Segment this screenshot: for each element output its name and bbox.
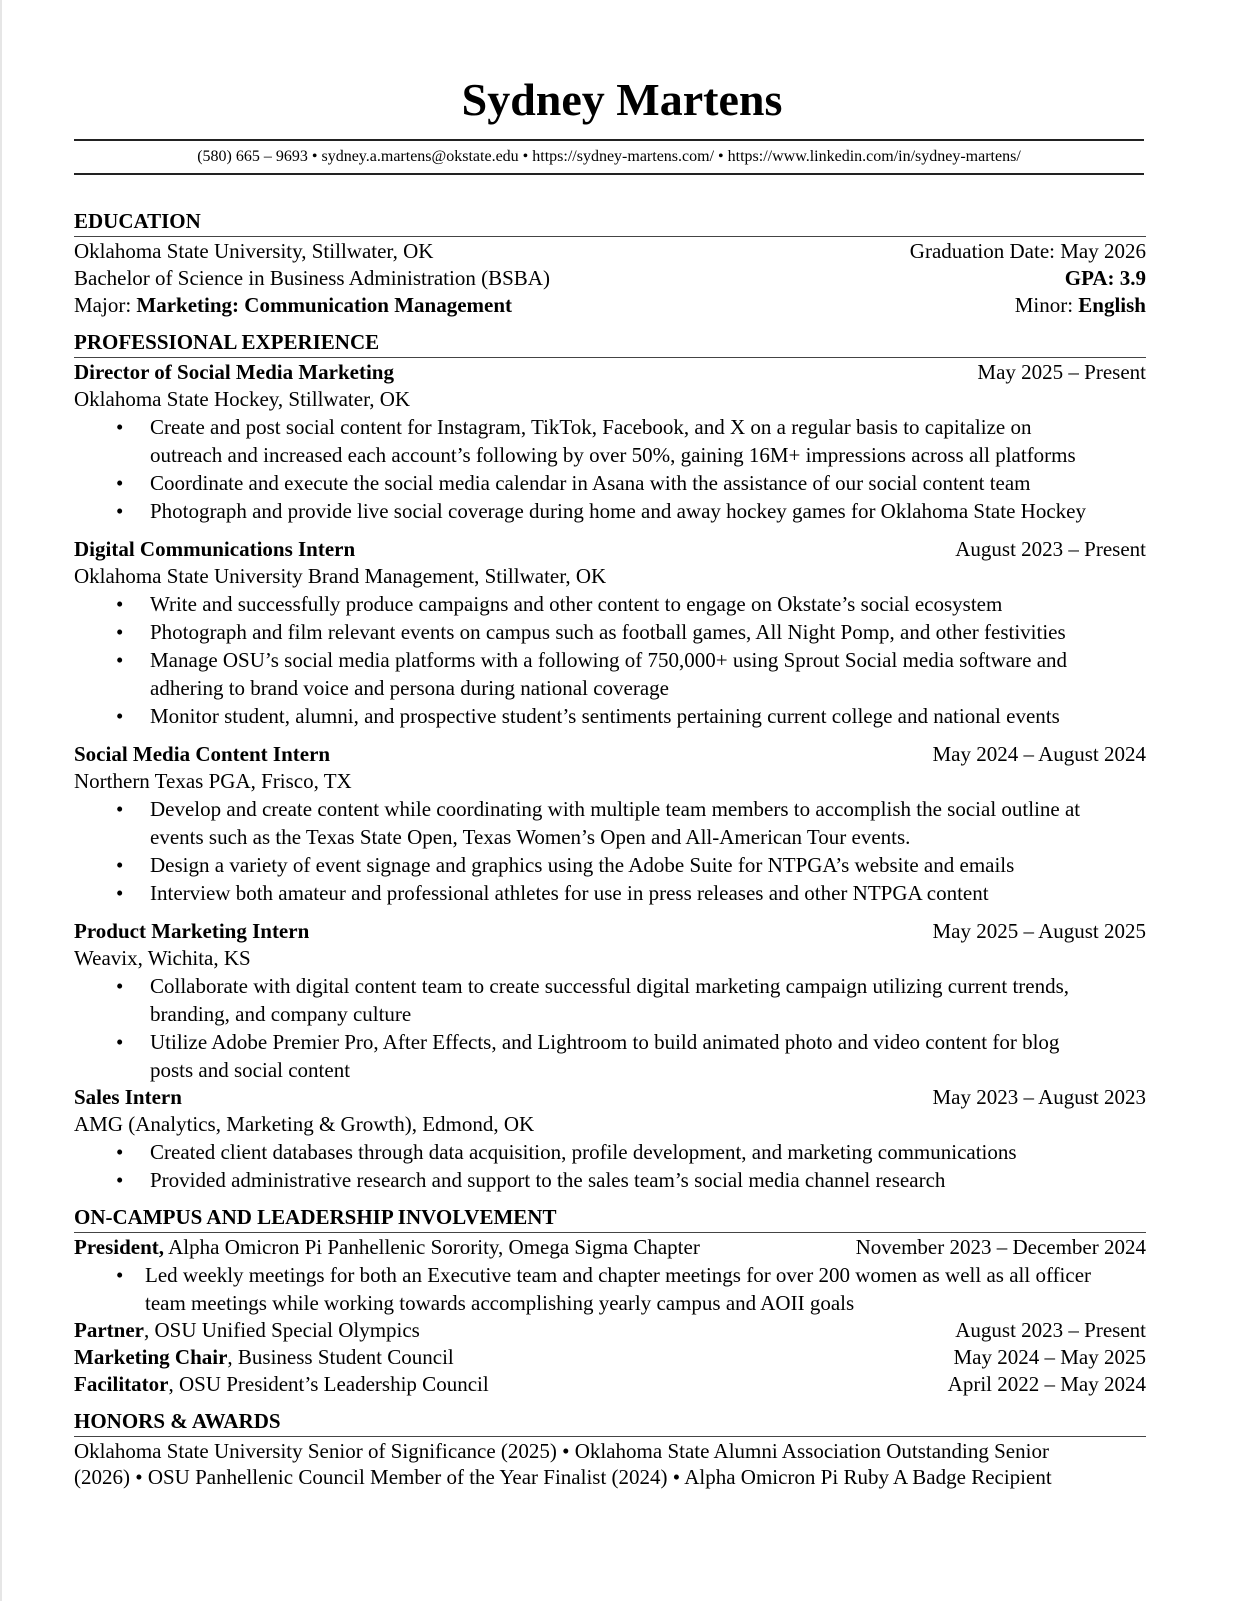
job-title: Sales Intern — [74, 1085, 182, 1109]
bullet-item — [74, 1028, 1146, 1084]
job-title: Product Marketing Intern — [74, 919, 310, 943]
org: Alpha Omicron Pi Panhellenic Sorority, Omega Sigma Chapter — [164, 1235, 700, 1259]
job-entry — [74, 918, 1146, 1084]
education-degree-row — [74, 265, 1146, 292]
job-header-row — [74, 1084, 1146, 1111]
bullet-item — [74, 972, 1146, 1028]
job-entry — [74, 359, 1146, 525]
job-title: Director of Social Media Marketing — [74, 360, 394, 384]
job-organization: Oklahoma State Hockey, Stillwater, OK — [74, 387, 411, 411]
org: , OSU Unified Special Olympics — [143, 1318, 420, 1342]
section-heading-education: EDUCATION — [74, 208, 1146, 237]
experience-list — [74, 359, 1146, 1194]
minor: English — [1078, 293, 1146, 317]
org: , OSU President’s Leadership Council — [168, 1372, 489, 1396]
section-heading-leadership: ON-CAMPUS AND LEADERSHIP INVOLVEMENT — [74, 1204, 1146, 1233]
gpa: GPA: 3.9 — [1064, 266, 1146, 290]
leadership-role-row — [74, 1317, 1146, 1344]
honors-line: (2026) • OSU Panhellenic Council Member of the Year Finalist (2024) • Alpha Omicron Pi Ruby A Badge Recipient — [74, 1465, 1052, 1489]
honors-line: Oklahoma State University Senior of Significance (2025) • Oklahoma State Alumni Association Outstanding Senior — [74, 1439, 1049, 1463]
bullet-line: branding, and company culture — [150, 1002, 412, 1026]
education-school-row — [74, 238, 1146, 265]
bullet-line: • Monitor student, alumni, and prospective student’s sentiments pertaining current college and national events — [150, 704, 1060, 728]
dates: April 2022 – May 2024 — [947, 1372, 1146, 1396]
role: Partner — [74, 1318, 144, 1342]
degree: Bachelor of Science in Business Administration (BSBA) — [74, 266, 550, 290]
contact-line: (580) 665 – 9693 • sydney.a.martens@okstate.edu • https://sydney-martens.com/ • https://www.linkedin.com/in/sydney-martens/ — [197, 148, 1021, 165]
section-heading-honors: HONORS & AWARDS — [74, 1408, 1146, 1437]
job-organization: Northern Texas PGA, Frisco, TX — [74, 769, 352, 793]
job-dates: May 2025 – Present — [977, 360, 1146, 384]
org: , Business Student Council — [227, 1345, 454, 1369]
minor-line — [1015, 292, 1146, 319]
minor-label: Minor: — [1014, 293, 1079, 317]
job-organization: Oklahoma State University Brand Management, Stillwater, OK — [74, 564, 607, 588]
leadership-role-row — [74, 1344, 1146, 1371]
school: Oklahoma State University, Stillwater, OK — [74, 239, 434, 263]
bullet-item — [74, 1138, 1146, 1166]
major: Marketing: Communication Management — [136, 293, 513, 317]
bullet-item — [74, 469, 1146, 497]
bullet-line: • Coordinate and execute the social media calendar in Asana with the assistance of our social content team — [150, 471, 1031, 495]
graduation-date: Graduation Date: May 2026 — [909, 239, 1146, 263]
bullet-line: • Develop and create content while coordinating with multiple team members to accomplish the social outline at — [150, 797, 1081, 821]
bullet-item — [74, 1261, 1146, 1317]
role-line — [74, 1317, 420, 1344]
job-header-row — [74, 536, 1146, 563]
bullet-item — [74, 497, 1146, 525]
leadership-role-row — [74, 1371, 1146, 1398]
bullet-line: • Interview both amateur and professional athletes for use in press releases and other NTPGA content — [150, 881, 989, 905]
bullet-item — [74, 646, 1146, 702]
job-entry — [74, 741, 1146, 907]
bullet-line: • Created client databases through data acquisition, profile development, and marketing communications — [150, 1140, 1017, 1164]
job-dates: May 2025 – August 2025 — [932, 919, 1146, 943]
candidate-name: Sydney Martens — [461, 74, 783, 125]
bullet-item — [74, 879, 1146, 907]
role: Facilitator — [74, 1372, 169, 1396]
bullet-line: • Design a variety of event signage and graphics using the Adobe Suite for NTPGA’s website and emails — [150, 853, 1015, 877]
dates: November 2023 – December 2024 — [855, 1235, 1146, 1259]
job-title: Social Media Content Intern — [74, 742, 331, 766]
leadership-president-row — [74, 1234, 1146, 1261]
bullet-line: team meetings while working towards accomplishing yearly campus and AOII goals — [145, 1291, 855, 1315]
bullet-item — [74, 618, 1146, 646]
job-header-row — [74, 918, 1146, 945]
job-entry — [74, 1084, 1146, 1194]
bullet-line: • Collaborate with digital content team to create successful digital marketing campaign utilizing current trends, — [150, 974, 1070, 998]
bullet-line: • Create and post social content for Instagram, TikTok, Facebook, and X on a regular basis to capitalize on — [150, 415, 1032, 439]
dates: May 2024 – May 2025 — [953, 1345, 1146, 1369]
president-line — [74, 1234, 700, 1261]
job-header-row — [74, 359, 1146, 386]
education-major-row — [74, 292, 1146, 319]
bullet-item — [74, 413, 1146, 469]
job-entry — [74, 536, 1146, 730]
bullet-line: • Photograph and provide live social coverage during home and away hockey games for Oklahoma State Hockey — [150, 499, 1086, 523]
bullet-line: • Provided administrative research and support to the sales team’s social media channel research — [150, 1168, 946, 1192]
bullet-line: • Manage OSU’s social media platforms with a following of 750,000+ using Sprout Social media software and — [150, 648, 1068, 672]
bullet-item — [74, 795, 1146, 851]
job-dates: May 2024 – August 2024 — [932, 742, 1146, 766]
bullet-line: posts and social content — [150, 1058, 351, 1082]
job-header-row — [74, 741, 1146, 768]
bullet-item — [74, 590, 1146, 618]
bullet-item — [74, 702, 1146, 730]
section-heading-experience: PROFESSIONAL EXPERIENCE — [74, 329, 1146, 358]
bullet-item — [74, 851, 1146, 879]
leadership-roles — [74, 1317, 1146, 1398]
job-dates: August 2023 – Present — [955, 537, 1146, 561]
divider — [74, 139, 1144, 141]
major-line — [74, 292, 512, 319]
bullet-line: • Led weekly meetings for both an Executive team and chapter meetings for over 200 women as well as all officer — [145, 1263, 1092, 1287]
divider — [74, 173, 1144, 175]
dates: August 2023 – Present — [955, 1318, 1146, 1342]
bullet-line: adhering to brand voice and persona during national coverage — [150, 676, 669, 700]
major-label: Major: — [74, 293, 137, 317]
job-dates: May 2023 – August 2023 — [932, 1085, 1146, 1109]
job-title: Digital Communications Intern — [74, 537, 356, 561]
job-organization: Weavix, Wichita, KS — [74, 946, 251, 970]
role: Marketing Chair — [74, 1345, 228, 1369]
role: President, — [74, 1235, 165, 1259]
resume-content — [74, 198, 1146, 1490]
role-line — [74, 1371, 489, 1398]
bullet-item — [74, 1166, 1146, 1194]
bullet-line: • Utilize Adobe Premier Pro, After Effects, and Lightroom to build animated photo and video content for blog — [150, 1030, 1060, 1054]
role-line — [74, 1344, 454, 1371]
bullet-line: • Write and successfully produce campaigns and other content to engage on Okstate’s social ecosystem — [150, 592, 1003, 616]
bullet-line: events such as the Texas State Open, Texas Women’s Open and All-American Tour events. — [150, 825, 911, 849]
bullet-line: outreach and increased each account’s following by over 50%, gaining 16M+ impressions across all platforms — [150, 443, 1076, 467]
bullet-line: • Photograph and film relevant events on campus such as football games, All Night Pomp, and other festivities — [150, 620, 1066, 644]
job-organization: AMG (Analytics, Marketing & Growth), Edmond, OK — [74, 1112, 535, 1136]
